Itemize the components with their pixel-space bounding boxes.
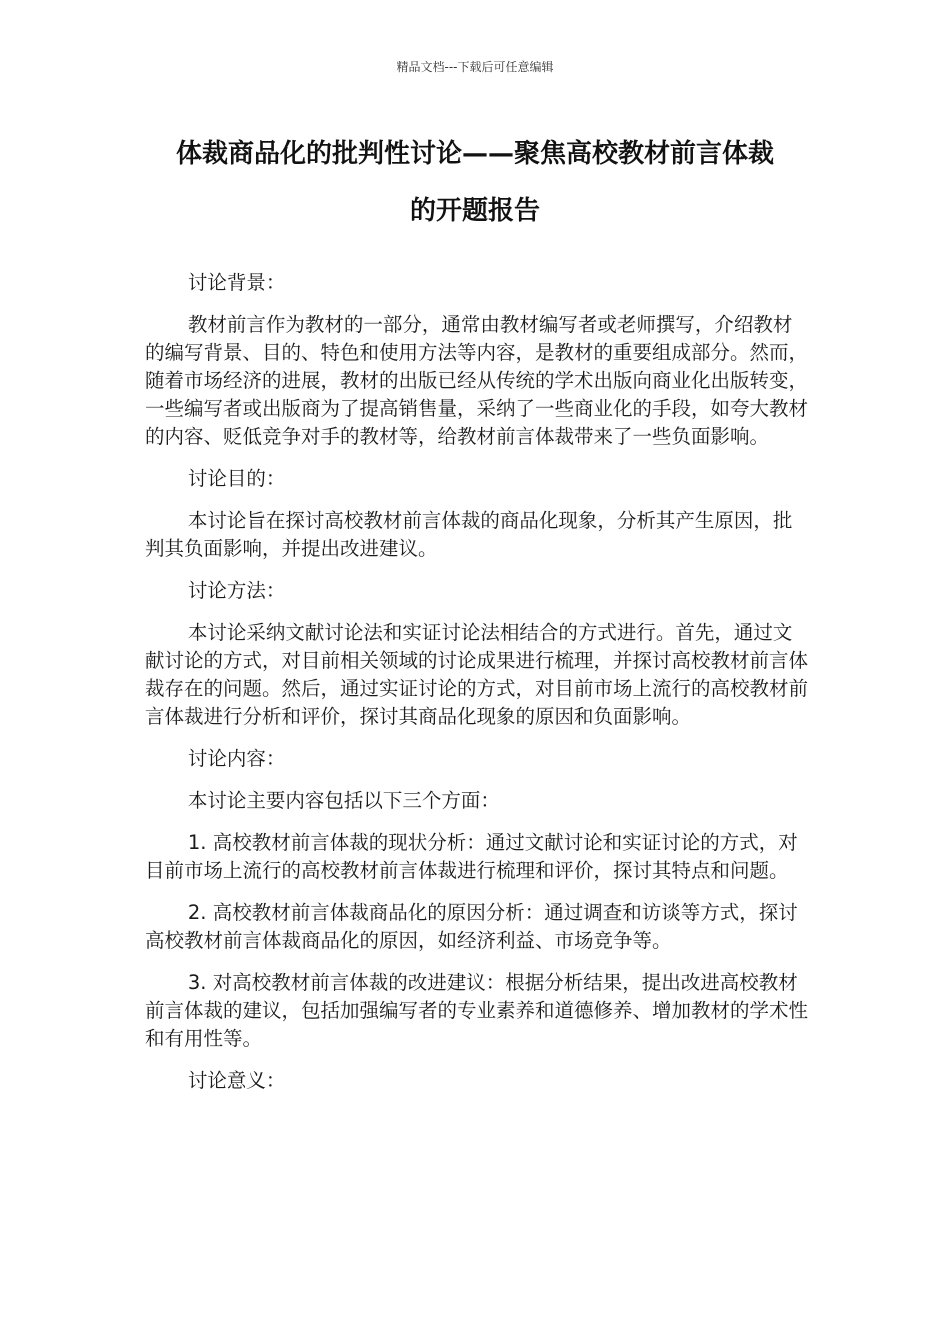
purpose-heading: 讨论目的：	[187, 467, 286, 490]
content-heading: 讨论内容：	[187, 747, 286, 770]
content-item-2: 2. 高校教材前言体裁商品化的原因分析：通过调查和访谈等方式，探讨高校教材前言体裁商品化的原因，如经济利益、市场竞争等。	[145, 901, 798, 952]
content-item-1: 1. 高校教材前言体裁的现状分析：通过文献讨论和实证讨论的方式，对目前市场上流行的高校教材前言体裁进行梳理和评价，探讨其特点和问题。	[145, 831, 798, 882]
document-title	[130, 126, 820, 240]
background-heading: 讨论背景：	[187, 271, 286, 294]
document-body	[145, 269, 810, 1109]
method-heading: 讨论方法：	[187, 579, 286, 602]
document-title-line-2: 的开题报告	[409, 196, 540, 226]
method-paragraph: 本讨论采纳文献讨论法和实证讨论法相结合的方式进行。首先，通过文献讨论的方式，对目前相关领域的讨论成果进行梳理，并探讨高校教材前言体裁存在的问题。然后，通过实证讨论的方式，对目前市场上流行的高校教材前言体裁进行分析和评价，探讨其商品化现象的原因和负面影响。	[145, 621, 809, 728]
purpose-paragraph: 本讨论旨在探讨高校教材前言体裁的商品化现象，分析其产生原因，批判其负面影响，并提出改进建议。	[145, 509, 793, 560]
significance-heading: 讨论意义：	[187, 1069, 286, 1092]
page-header-note: 精品文档---下载后可任意编辑	[396, 60, 554, 74]
document-title-line-1: 体裁商品化的批判性讨论——聚焦高校教材前言体裁	[175, 139, 774, 169]
content-item-3: 3. 对高校教材前言体裁的改进建议：根据分析结果，提出改进高校教材前言体裁的建议，包括加强编写者的专业素养和道德修养、增加教材的学术性和有用性等。	[145, 971, 809, 1050]
background-paragraph: 教材前言作为教材的一部分，通常由教材编写者或老师撰写，介绍教材的编写背景、目的、特色和使用方法等内容，是教材的重要组成部分。然而，随着市场经济的进展，教材的出版已经从传统的学术出版向商业化出版转变，一些编写者或出版商为了提高销售量，采纳了一些商业化的手段，如夸大教材的内容、贬低竞争对手的教材等，给教材前言体裁带来了一些负面影响。	[145, 313, 809, 448]
content-intro-paragraph: 本讨论主要内容包括以下三个方面：	[187, 789, 500, 812]
